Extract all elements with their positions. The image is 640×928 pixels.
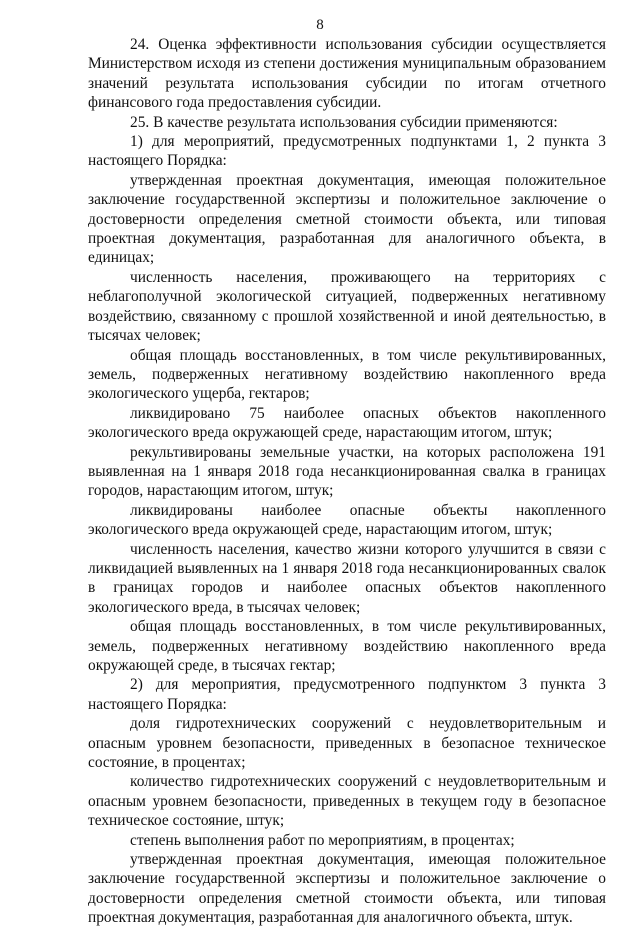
result-work-completion-degree: степень выполнения работ по мероприятиям, в процентах;: [130, 831, 515, 849]
paragraph-25-results-intro: 25. В качестве результата использования субсидии применяются:: [130, 113, 558, 131]
item-2-heading: 2) для мероприятия, предусмотренного подпунктом 3 пункта 3 настоящего Порядка:: [88, 676, 606, 713]
result-liquidated-hazardous-objects: ликвидированы наиболее опасные объекты накопленного экологического вреда окружающей среде, нарастающим итогом, штук;: [88, 501, 606, 539]
result-count-hydraulic-structures: количество гидротехнических сооружений с неудовлетворительным и опасным уровнем безопасности, приведенных в текущем году в безопасное техническое состояние, штук;: [88, 773, 606, 830]
item-1-heading: 1) для мероприятий, предусмотренных подпунктами 1, 2 пункта 3 настоящего Порядка:: [88, 133, 606, 170]
result-liquidated-75-objects: ликвидировано 75 наиболее опасных объектов накопленного экологического вреда окружающей среде, нарастающим итогом, штук;: [88, 404, 606, 442]
result-restored-land-area-hectares: общая площадь восстановленных, в том числе рекультивированных, земель, подверженных негативному воздействию накопленного вреда экологического ущерба, гектаров;: [88, 346, 606, 403]
document-body: [88, 35, 606, 928]
result-population-quality-of-life: численность населения, качество жизни которого улучшится в связи с ликвидацией выявленных на 1 января 2018 года несанкционированных свалок в границах городов и наиболее опасных объектов накопленного экологического вреда, в тысячах человек;: [88, 540, 606, 616]
paragraph-24-evaluation: 24. Оценка эффективности использования субсидии осуществляется Министерством исходя из степени достижения муниципальным образованием значений результата использования субсидии по итогам отчетного финансового года предоставления субсидии.: [88, 36, 606, 112]
result-recultivated-land-plots: рекультивированы земельные участки, на которых расположена 191 выявленная на 1 января 2018 года несанкционированная свалка в границах городов, нарастающим итогом, штук;: [88, 443, 606, 500]
result-restored-land-area-thousand-hectares: общая площадь восстановленных, в том числе рекультивированных, земель, подверженных негативному воздействию накопленного вреда окружающей среде, в тысячах гектар;: [88, 618, 606, 674]
result-approved-project-documentation-units: утвержденная проектная документация, имеющая положительное заключение государственной экспертизы и положительное заключение о достоверности определения сметной стоимости объекта, или типовая проектная документация, разработанная для аналогичного объекта, в единицах;: [88, 171, 606, 267]
result-approved-project-documentation-pieces: утвержденная проектная документация, имеющая положительное заключение государственной экспертизы и положительное заключение о достоверности определения сметной стоимости объекта, или типовая проектная документация, разработанная для аналогичного объекта, штук.: [88, 851, 606, 927]
result-population-unfavorable-ecology: численность населения, проживающего на территориях с неблагополучной экологической ситуацией, подверженных негативному воздействию, связанному с прошлой хозяйственной и иной деятельностью, в тысячах человек;: [88, 268, 606, 345]
result-share-hydraulic-structures: доля гидротехнических сооружений с неудовлетворительным и опасным уровнем безопасности, приведенных в безопасное техническое состояние, в процентах;: [88, 715, 606, 772]
page-number: 8: [316, 17, 324, 33]
